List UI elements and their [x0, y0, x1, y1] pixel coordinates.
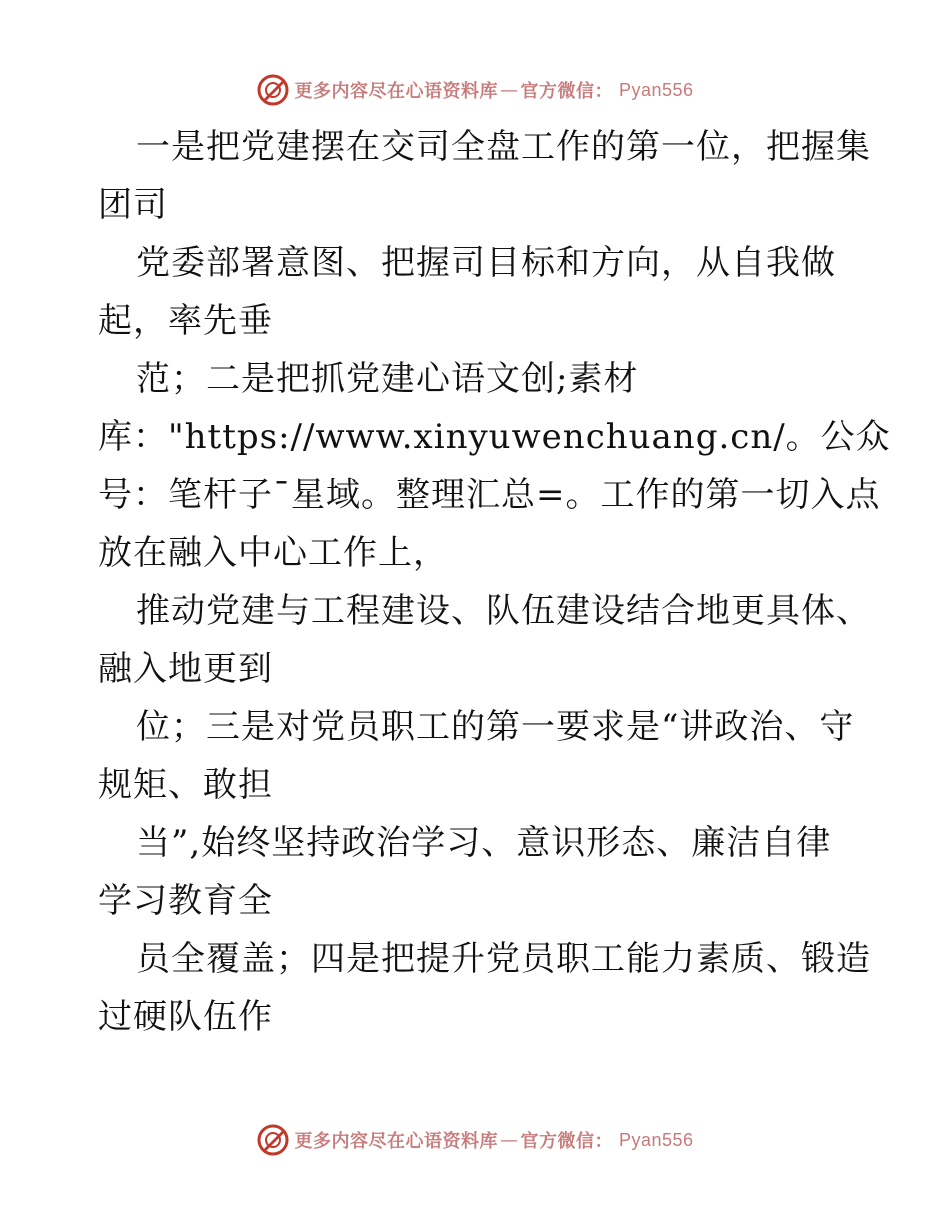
body-line: 放在融入中心工作上， — [98, 533, 448, 573]
body-line: 员全覆盖；四是把提升党员职工能力素质、锻造 — [136, 939, 871, 979]
body-line: 学习教育全 — [98, 881, 273, 921]
wechat-label: 官方微信： — [520, 1131, 613, 1152]
body-line: 库："https://www.xinyuwenchuang.cn/。公众 — [98, 417, 891, 457]
footer-banner — [0, 1120, 950, 1160]
body-line: 范；二是把抓党建心语文创;素材 — [136, 359, 639, 399]
wechat-label: 官方微信： — [520, 81, 613, 102]
brand-logo-icon — [256, 73, 290, 107]
body-line: 融入地更到 — [98, 649, 273, 689]
brand-logo-icon — [256, 1123, 290, 1157]
body-line: 一是把党建摆在交司全盘工作的第一位，把握集 — [136, 127, 871, 167]
banner-text: 更多内容尽在心语资料库 — [294, 81, 498, 102]
header-banner — [0, 70, 950, 110]
wechat-id: Pyan556 — [618, 79, 694, 100]
body-line: 规矩、敢担 — [98, 765, 273, 805]
body-line: 党委部署意图、把握司目标和方向，从自我做 — [136, 243, 836, 283]
document-body — [98, 118, 891, 1046]
body-line: 当”,始终坚持政治学习、意识形态、廉洁自律 — [136, 823, 832, 863]
banner-separator: — — [499, 1129, 519, 1151]
body-line: 起，率先垂 — [98, 301, 273, 341]
body-line: 位；三是对党员职工的第一要求是“讲政治、守 — [136, 707, 855, 747]
body-line: 过硬队伍作 — [98, 997, 273, 1037]
body-line: 团司 — [98, 185, 168, 225]
body-line: 推动党建与工程建设、队伍建设结合地更具体、 — [136, 591, 871, 631]
banner-separator: — — [499, 79, 519, 101]
body-line: 号：笔杆子¯星域。整理汇总=。工作的第一切入点 — [98, 475, 881, 515]
wechat-id: Pyan556 — [618, 1129, 694, 1150]
banner-text: 更多内容尽在心语资料库 — [294, 1131, 498, 1152]
